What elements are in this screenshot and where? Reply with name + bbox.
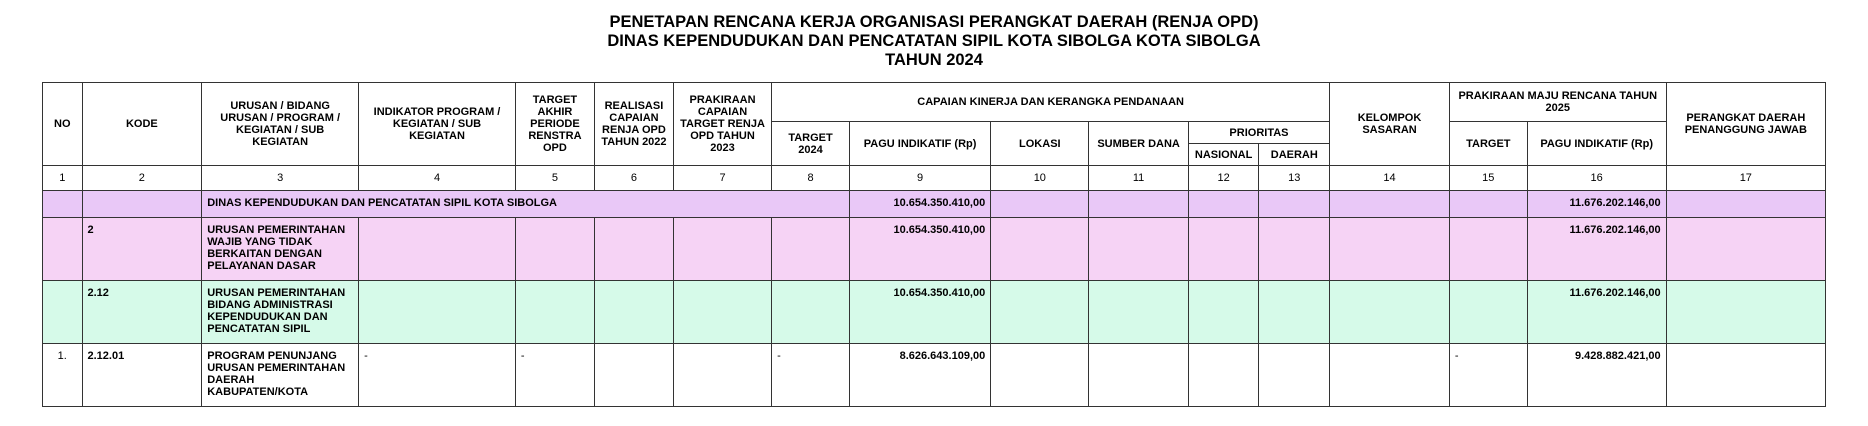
header-indikator: INDIKATOR PROGRAM / KEGIATAN / SUB KEGIATAN: [359, 83, 516, 166]
program-kode: 2.12.01: [82, 344, 202, 407]
program-target-2024: -: [772, 344, 850, 407]
col-number: 17: [1666, 166, 1825, 191]
urusan-pagu: 10.654.350.410,00: [849, 218, 990, 281]
bidang-pagu: 10.654.350.410,00: [849, 281, 990, 344]
urusan-name: URUSAN PEMERINTAHAN WAJIB YANG TIDAK BERKAITAN DENGAN PELAYANAN DASAR: [202, 218, 359, 281]
header-no: NO: [43, 83, 83, 166]
table-row-dinas: [43, 191, 1826, 218]
column-number-row: [43, 166, 1826, 191]
col-number: 16: [1527, 166, 1666, 191]
header-prioritas: PRIORITAS: [1188, 122, 1329, 144]
dinas-name: DINAS KEPENDUDUKAN DAN PENCATATAN SIPIL KOTA SIBOLGA: [202, 191, 850, 218]
header-target-2025: TARGET: [1449, 122, 1527, 166]
col-number: 9: [849, 166, 990, 191]
col-number: 11: [1089, 166, 1188, 191]
header-maju-group: PRAKIRAAN MAJU RENCANA TAHUN 2025: [1449, 83, 1666, 122]
program-name: PROGRAM PENUNJANG URUSAN PEMERINTAHAN DAERAH KABUPATEN/KOTA: [202, 344, 359, 407]
col-number: 7: [673, 166, 771, 191]
col-number: 3: [202, 166, 359, 191]
urusan-kode: 2: [82, 218, 202, 281]
header-prakiraan: PRAKIRAAN CAPAIAN TARGET RENJA OPD TAHUN 2023: [673, 83, 771, 166]
bidang-name: URUSAN PEMERINTAHAN BIDANG ADMINISTRASI KEPENDUDUKAN DAN PENCATATAN SIPIL: [202, 281, 359, 344]
col-number: 6: [594, 166, 673, 191]
header-lokasi: LOKASI: [991, 122, 1089, 166]
header-pagu-2025: PAGU INDIKATIF (Rp): [1527, 122, 1666, 166]
urusan-pagu-2025: 11.676.202.146,00: [1527, 218, 1666, 281]
program-no: 1.: [43, 344, 83, 407]
program-pagu: 8.626.643.109,00: [849, 344, 990, 407]
col-number: 12: [1188, 166, 1259, 191]
table-row-program: [43, 344, 1826, 407]
table-row-bidang: [43, 281, 1826, 344]
bidang-pagu-2025: 11.676.202.146,00: [1527, 281, 1666, 344]
col-number: 4: [359, 166, 516, 191]
col-number: 10: [991, 166, 1089, 191]
table-row-urusan: [43, 218, 1826, 281]
col-number: 1: [43, 166, 83, 191]
header-realisasi: REALISASI CAPAIAN RENJA OPD TAHUN 2022: [594, 83, 673, 166]
header-kode: KODE: [82, 83, 202, 166]
col-number: 13: [1259, 166, 1330, 191]
title-line-1: PENETAPAN RENCANA KERJA ORGANISASI PERANGKAT DAERAH (RENJA OPD): [609, 13, 1259, 31]
program-indikator: -: [359, 344, 516, 407]
col-number: 15: [1449, 166, 1527, 191]
col-number: 8: [772, 166, 850, 191]
header-pagu: PAGU INDIKATIF (Rp): [849, 122, 990, 166]
header-nasional: NASIONAL: [1188, 144, 1259, 166]
header-urusan: URUSAN / BIDANG URUSAN / PROGRAM / KEGIATAN / SUB KEGIATAN: [202, 83, 359, 166]
header-target-2024: TARGET 2024: [772, 122, 850, 166]
dinas-pagu-2025: 11.676.202.146,00: [1527, 191, 1666, 218]
col-number: 14: [1330, 166, 1450, 191]
col-number: 5: [515, 166, 594, 191]
title-line-3: TAHUN 2024: [885, 51, 983, 69]
bidang-kode: 2.12: [82, 281, 202, 344]
header-daerah: DAERAH: [1259, 144, 1330, 166]
program-pagu-2025: 9.428.882.421,00: [1527, 344, 1666, 407]
col-number: 2: [82, 166, 202, 191]
document-title-block: [0, 0, 1868, 70]
title-line-2: DINAS KEPENDUDUKAN DAN PENCATATAN SIPIL KOTA SIBOLGA KOTA SIBOLGA: [607, 32, 1261, 50]
header-kelompok: KELOMPOK SASARAN: [1330, 83, 1450, 166]
header-capaian-group: CAPAIAN KINERJA DAN KERANGKA PENDANAAN: [772, 83, 1330, 122]
dinas-pagu: 10.654.350.410,00: [849, 191, 990, 218]
program-target-2025: -: [1449, 344, 1527, 407]
renja-table: [42, 82, 1826, 407]
header-target-akhir: TARGET AKHIR PERIODE RENSTRA OPD: [515, 83, 594, 166]
header-perangkat: PERANGKAT DAERAH PENANGGUNG JAWAB: [1666, 83, 1825, 166]
header-sumber-dana: SUMBER DANA: [1089, 122, 1188, 166]
program-target-akhir: -: [515, 344, 594, 407]
